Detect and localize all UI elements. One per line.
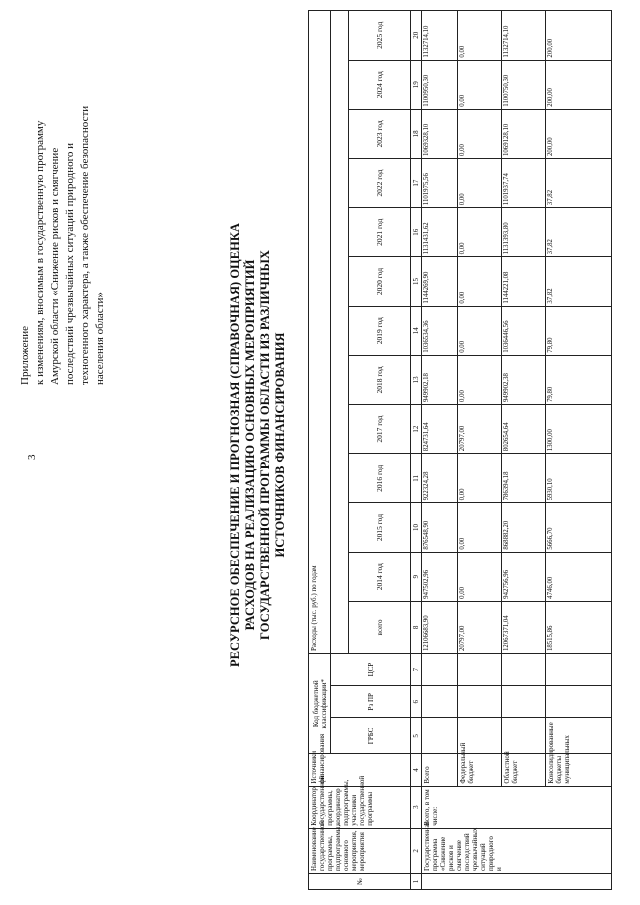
value-cell: 0,00 [458, 552, 502, 601]
header-year: 2025 год [349, 11, 411, 61]
column-number: 8 [411, 601, 422, 653]
header-year: 2014 год [349, 552, 411, 601]
value-cell: 1101975,56 [422, 158, 458, 207]
value-cell: 1036446,56 [502, 306, 546, 355]
value-cell: 4746,00 [546, 552, 612, 601]
table-row [546, 11, 612, 890]
value-cell: 200,00 [546, 60, 612, 109]
value-cell: 200,00 [546, 109, 612, 158]
value-cell: 0,00 [458, 109, 502, 158]
csr-cell [502, 654, 546, 686]
header-expenses: Расходы (тыс. руб.) по годам [309, 11, 331, 654]
budget-table [308, 10, 612, 890]
header-year: 2022 год [349, 158, 411, 207]
header-grbs: ГРБС [331, 718, 411, 754]
header-csr: ЦСР [331, 654, 411, 686]
value-cell: 1300,00 [546, 405, 612, 454]
value-cell: 79,80 [546, 306, 612, 355]
value-cell: 5666,70 [546, 503, 612, 552]
header-year: 2019 год [349, 306, 411, 355]
value-cell: 37,82 [546, 208, 612, 257]
rzpr-cell [422, 686, 458, 718]
header-year: 2024 год [349, 60, 411, 109]
table-row [458, 11, 502, 890]
value-cell: 1132714,10 [502, 11, 546, 61]
total-cell: 12067371,04 [502, 601, 546, 653]
column-number: 11 [411, 454, 422, 503]
appendix-line: Приложение [19, 325, 31, 385]
rzpr-cell [502, 686, 546, 718]
value-cell: 949902,38 [502, 355, 546, 404]
program-name-cell: Государственная программа «Снижение рисков и смягчение последствий чрезвычайных ситуаций природного и [422, 828, 612, 873]
value-cell: 1069128,10 [502, 109, 546, 158]
value-cell: 949902,18 [422, 355, 458, 404]
value-cell: 786394,18 [502, 454, 546, 503]
value-cell: 1144221,08 [502, 257, 546, 306]
value-cell: 1131431,62 [422, 208, 458, 257]
source-cell: Федеральный бюджет [458, 754, 502, 786]
row-number-cell [422, 873, 612, 889]
appendix-note [18, 5, 108, 385]
value-cell: 37,82 [546, 257, 612, 306]
header-source: Источники финансирования [309, 754, 411, 786]
value-cell: 0,00 [458, 454, 502, 503]
csr-cell [422, 654, 458, 686]
column-number: 3 [411, 786, 422, 828]
column-number: 17 [411, 158, 422, 207]
value-cell: 824731,64 [422, 405, 458, 454]
value-cell: 37,82 [546, 158, 612, 207]
column-number: 15 [411, 257, 422, 306]
column-number: 9 [411, 552, 422, 601]
value-cell: 1131393,80 [502, 208, 546, 257]
value-cell: 1132714,10 [422, 11, 458, 61]
value-cell: 876548,90 [422, 503, 458, 552]
value-cell: 20797,00 [458, 405, 502, 454]
column-number: 19 [411, 60, 422, 109]
appendix-line: последствий чрезвычайных ситуаций природного и [64, 143, 76, 385]
header-year: 2017 год [349, 405, 411, 454]
title-line: ИСТОЧНИКОВ ФИНАНСИРОВАНИЯ [273, 332, 287, 558]
header-year: 2018 год [349, 355, 411, 404]
value-cell: 5930,10 [546, 454, 612, 503]
title-line: РЕСУРСНОЕ ОБЕСПЕЧЕНИЕ И ПРОГНОЗНАЯ (СПРАВОЧНАЯ) ОЦЕНКА [228, 223, 242, 667]
header-budget-code: Код бюджетной классификации* [309, 654, 331, 754]
value-cell: 922324,28 [422, 454, 458, 503]
column-number: 13 [411, 355, 422, 404]
value-cell: 868882,20 [502, 503, 546, 552]
value-cell: 0,00 [458, 11, 502, 61]
value-cell: 0,00 [458, 208, 502, 257]
total-cell: 18515,86 [546, 601, 612, 653]
document-title [228, 185, 288, 705]
value-cell: 79,80 [546, 355, 612, 404]
grbs-cell [422, 718, 458, 754]
value-cell: 0,00 [458, 158, 502, 207]
header-total: всего [349, 601, 411, 653]
coordinator-cell: Всего, в том числе: [422, 786, 612, 828]
value-cell: 1100750,30 [502, 60, 546, 109]
column-number: 14 [411, 306, 422, 355]
header-year: 2015 год [349, 503, 411, 552]
value-cell: 1144269,90 [422, 257, 458, 306]
source-cell: Консолидированные бюджеты муниципальных [546, 754, 612, 786]
column-number: 12 [411, 405, 422, 454]
total-cell: 20797,00 [458, 601, 502, 653]
appendix-line: Амурской области «Снижение рисков и смягчение [49, 147, 61, 385]
value-cell: 0,00 [458, 355, 502, 404]
column-number: 4 [411, 754, 422, 786]
column-number: 5 [411, 718, 422, 754]
table-row [502, 11, 546, 890]
column-number: 18 [411, 109, 422, 158]
rzpr-cell [458, 686, 502, 718]
total-cell: 12106683,90 [422, 601, 458, 653]
column-number: 2 [411, 828, 422, 873]
value-cell: 802654,64 [502, 405, 546, 454]
table-row [422, 11, 458, 890]
appendix-line: техногенного характера, а также обеспечение безопасности [79, 105, 91, 385]
value-cell: 0,00 [458, 60, 502, 109]
grbs-cell [546, 718, 612, 754]
value-cell: 1036534,36 [422, 306, 458, 355]
csr-cell [546, 654, 612, 686]
column-number: 7 [411, 654, 422, 686]
column-number: 20 [411, 11, 422, 61]
header-year: 2016 год [349, 454, 411, 503]
page-number: 3 [26, 454, 38, 460]
title-line: ГОСУДАРСТВЕННОЙ ПРОГРАММЫ ОБЛАСТИ ИЗ РАЗЛИЧНЫХ [258, 250, 272, 640]
value-cell: 942756,96 [502, 552, 546, 601]
value-cell: 1100950,30 [422, 60, 458, 109]
header-year: 2023 год [349, 109, 411, 158]
column-number: 10 [411, 503, 422, 552]
column-number: 1 [411, 873, 422, 889]
value-cell: 1101937,74 [502, 158, 546, 207]
rzpr-cell [546, 686, 612, 718]
value-cell: 0,00 [458, 503, 502, 552]
title-line: РАСХОДОВ НА РЕАЛИЗАЦИЮ ОСНОВНЫХ МЕРОПРИЯТИЙ [243, 259, 257, 631]
header-year: 2021 год [349, 208, 411, 257]
appendix-line: к изменениям, вносимым в государственную программу [34, 120, 46, 385]
source-cell: Областной бюджет [502, 754, 546, 786]
value-cell: 1069328,10 [422, 109, 458, 158]
csr-cell [458, 654, 502, 686]
header-spacer [331, 11, 349, 654]
grbs-cell [502, 718, 546, 754]
column-number: 16 [411, 208, 422, 257]
value-cell: 947502,96 [422, 552, 458, 601]
value-cell: 0,00 [458, 257, 502, 306]
header-no: № [309, 873, 411, 889]
column-number: 6 [411, 686, 422, 718]
appendix-line: населения области» [94, 292, 106, 385]
header-name: Наименование государственной программы, подпрограммы, основного мероприятия, мероприятия [309, 828, 411, 873]
header-coordinator: Координатор государственной программы, координатор подпрограммы, участники государственной программы [309, 786, 411, 828]
value-cell: 0,00 [458, 306, 502, 355]
header-rzpr: Рз ПР [331, 686, 411, 718]
source-cell: Всего [422, 754, 458, 786]
header-year: 2020 год [349, 257, 411, 306]
value-cell: 200,00 [546, 11, 612, 61]
